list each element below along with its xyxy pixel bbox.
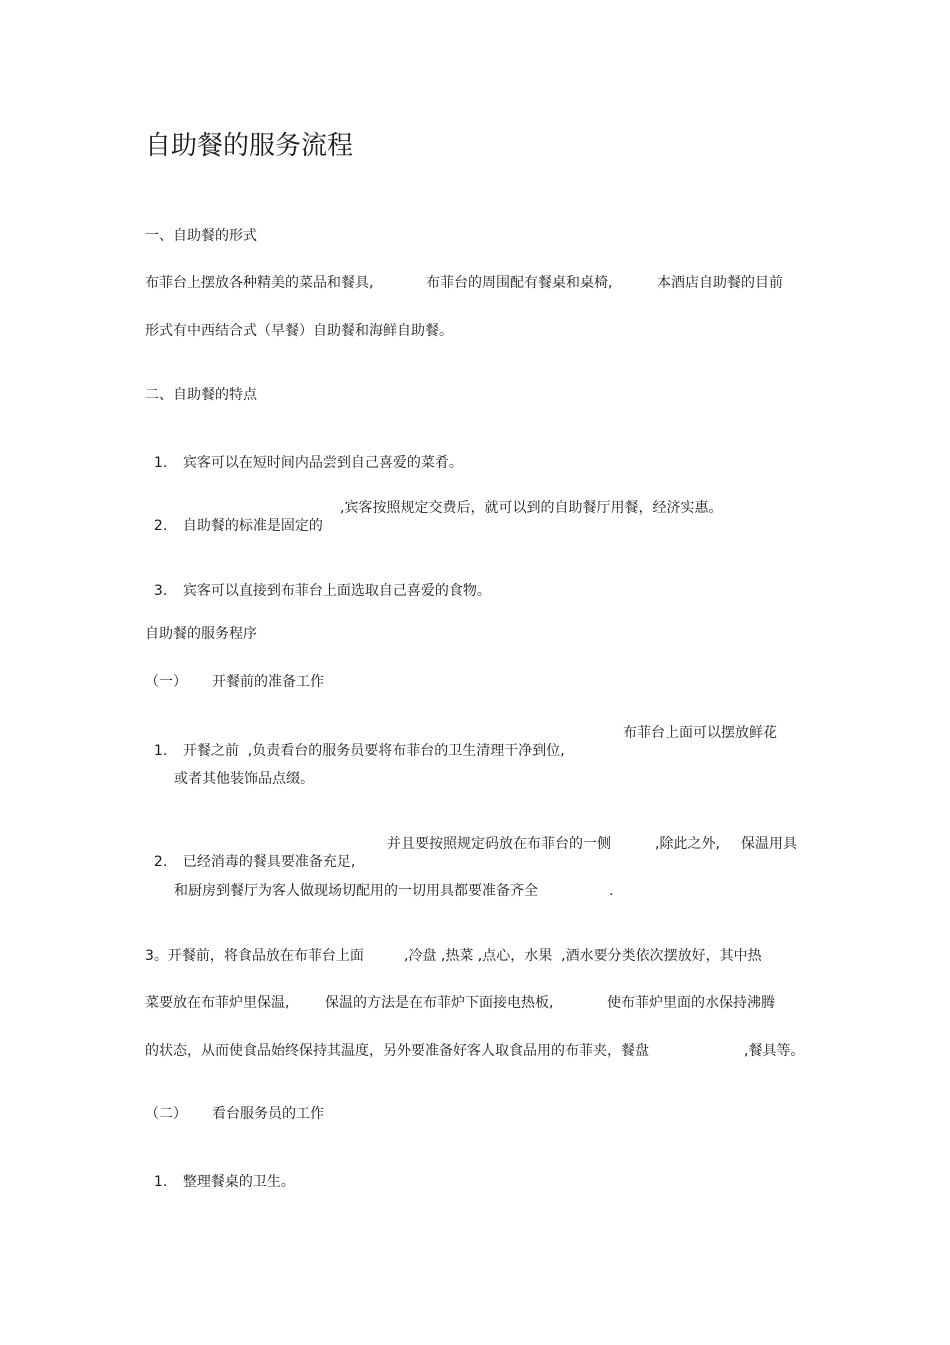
list-text-continued: 菜要放在布菲炉里保温, [145, 995, 290, 1011]
subsection-title-1: 开餐前的准备工作 [212, 674, 324, 690]
list-text-continued: ,宾客按照规定交费后，就可以到的自助餐厅用餐，经济实惠。 [340, 500, 723, 516]
list-text: 自助餐的标准是固定的 [182, 518, 323, 534]
list-text-continued: ,餐具等。 [744, 1043, 805, 1059]
list-number: 1. [153, 1174, 168, 1190]
paragraph-form-line2: 形式有中西结合式（早餐）自助餐和海鲜自助餐。 [145, 323, 453, 339]
section-heading-procedure: 自助餐的服务程序 [145, 626, 257, 642]
list-text-continued: 的状态，从而使食品始终保持其温度，另外要准备好客人取食品用的布菲夹，餐盘 [145, 1043, 649, 1059]
list-item: 3。开餐前，将食品放在布菲台上面 [145, 948, 364, 964]
list-item [145, 724, 565, 760]
list-number: 2. [153, 854, 168, 870]
list-text-continued: 并且要按照规定码放在布菲台的一侧 [387, 836, 611, 852]
list-text: 宾客可以在短时间内品尝到自己喜爱的菜肴。 [182, 455, 463, 471]
paragraph-form-line1a: 布菲台上摆放各种精美的菜品和餐具, [145, 275, 374, 291]
list-number: 2. [153, 518, 168, 534]
subsection-title-2: 看台服务员的工作 [212, 1106, 324, 1122]
section-heading-form: 一、自助餐的形式 [145, 228, 257, 244]
list-text-continued: 保温的方法是在布菲炉下面接电热板, [325, 995, 554, 1011]
list-text-continued: 使布菲炉里面的水保持沸腾 [607, 995, 775, 1011]
list-item [145, 499, 323, 535]
list-text-continued: 布菲台上面可以摆放鲜花 [623, 725, 777, 741]
subsection-mark-1: （一） [145, 674, 187, 690]
list-text: 已经消毒的餐具要准备充足, [182, 854, 356, 870]
paragraph-form-line1c: 本酒店自助餐的目前 [657, 275, 783, 291]
list-item [145, 436, 463, 472]
list-text-continued: . [609, 883, 614, 899]
list-item [145, 835, 355, 871]
list-text: 整理餐桌的卫生。 [182, 1174, 295, 1190]
list-item [145, 1155, 295, 1191]
list-text-continued: ,冷盘 ,热菜 ,点心，水果 ,酒水要分类依次摆放好，其中热 [404, 948, 762, 964]
list-text: 开餐之前 ,负责看台的服务员要将布菲台的卫生清理干净到位, [182, 743, 565, 759]
document-title: 自助餐的服务流程 [145, 131, 354, 161]
list-number: 1. [153, 455, 168, 471]
list-text-continued: 和厨房到餐厅为客人做现场切配用的一切用具都要准备齐全 [174, 883, 538, 899]
paragraph-form-line1b: 布菲台的周围配有餐桌和桌椅, [426, 275, 613, 291]
list-text-continued: ,除此之外, [655, 836, 720, 852]
subsection-mark-2: （二） [145, 1106, 187, 1122]
list-number: 1. [153, 743, 168, 759]
list-number: 3. [153, 583, 168, 599]
list-text: 宾客可以直接到布菲台上面选取自己喜爱的食物。 [182, 583, 491, 599]
list-item [145, 564, 491, 600]
list-text-continued: 或者其他装饰品点缀。 [174, 771, 314, 787]
section-heading-features: 二、自助餐的特点 [145, 387, 257, 403]
list-text-continued: 保温用具 [741, 836, 797, 852]
